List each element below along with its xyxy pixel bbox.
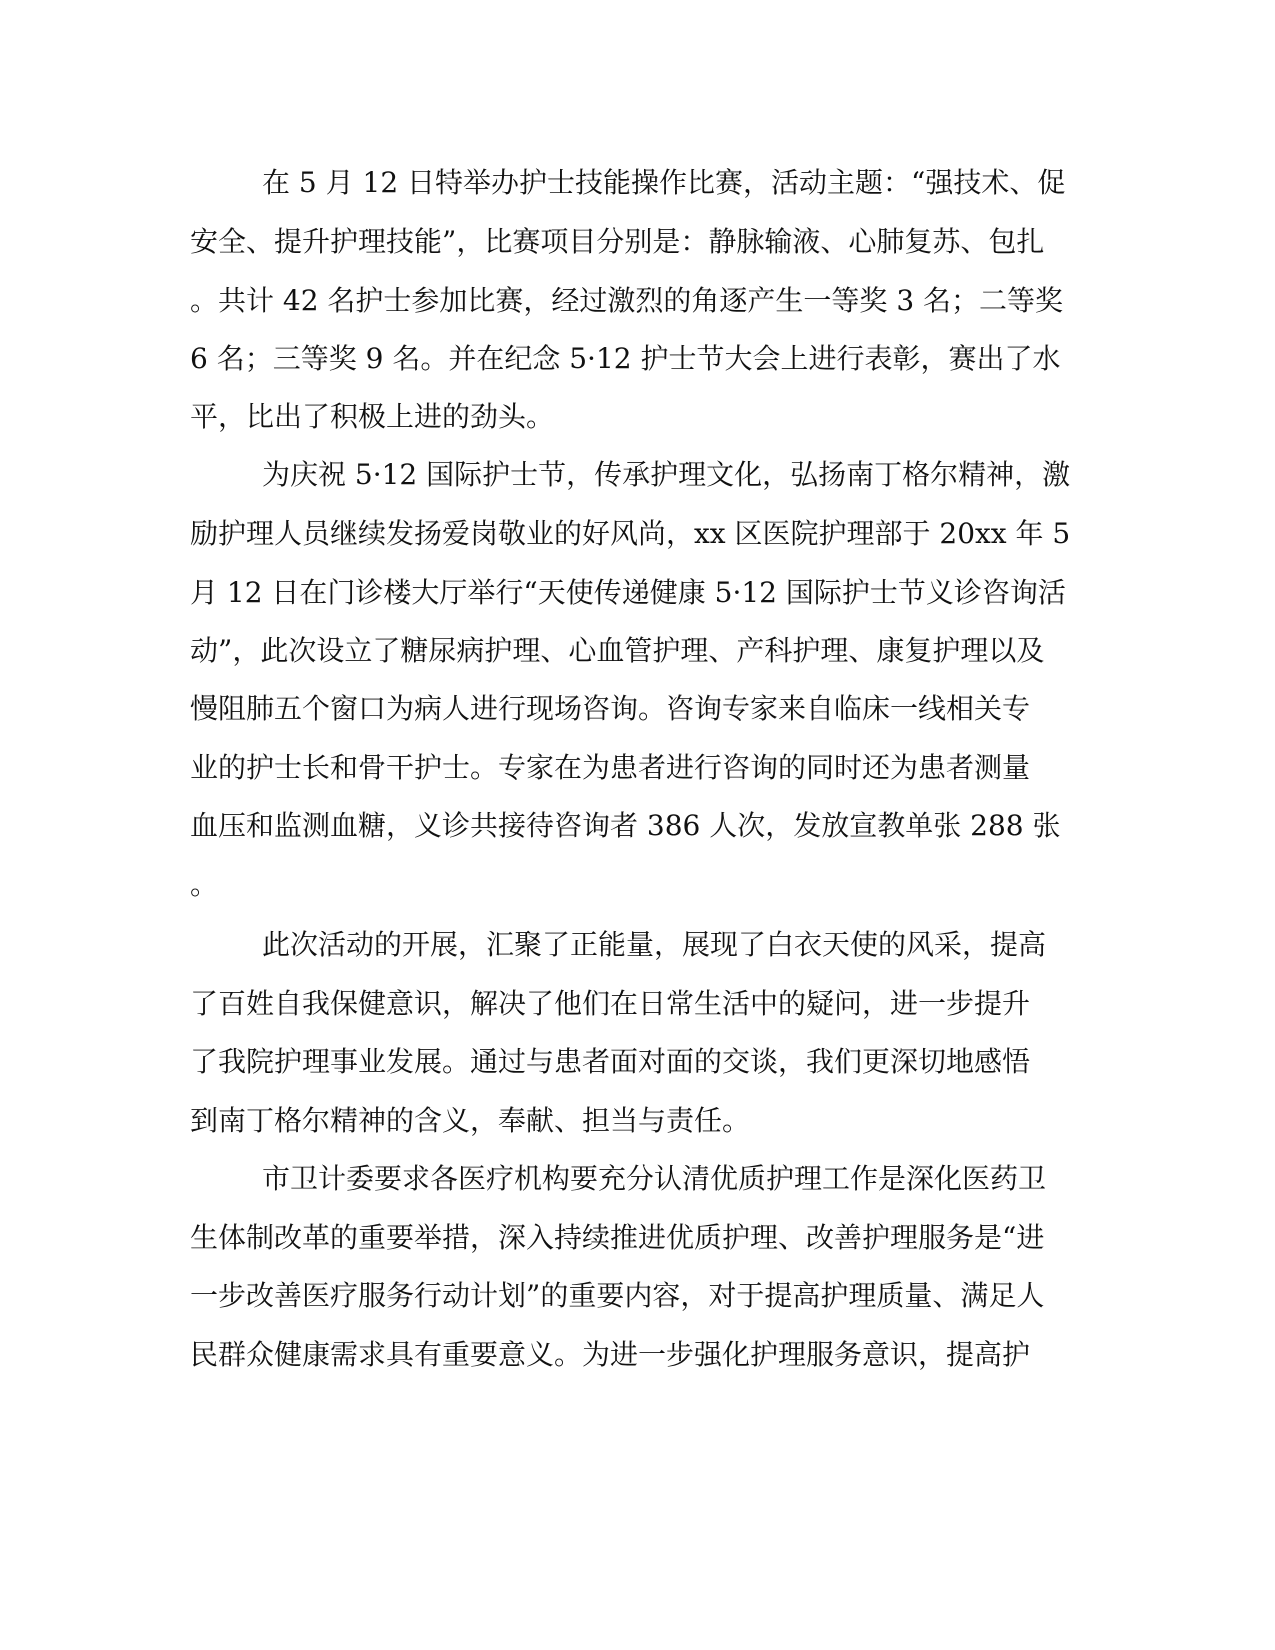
text-line: 此次活动的开展，汇聚了正能量，展现了白衣天使的风采，提高 — [262, 928, 1047, 961]
text-line: 月 12 日在门诊楼大厅举行“天使传递健康 5·12 国际护士节义诊咨询活 — [190, 576, 1066, 609]
text-line: 生体制改革的重要举措，深入持续推进优质护理、改善护理服务是“进 — [190, 1221, 1045, 1254]
text-line: 慢阻肺五个窗口为病人进行现场咨询。咨询专家来自临床一线相关专 — [190, 692, 1031, 725]
text-line: 6 名；三等奖 9 名。并在纪念 5·12 护士节大会上进行表彰，赛出了水 — [190, 342, 1061, 375]
text-line: 了百姓自我保健意识，解决了他们在日常生活中的疑问，进一步提升 — [190, 987, 1031, 1020]
text-line: 市卫计委要求各医疗机构要充分认清优质护理工作是深化医药卫 — [262, 1162, 1047, 1195]
text-line: 励护理人员继续发扬爱岗敬业的好风尚，xx 区医院护理部于 20xx 年 5 — [190, 517, 1071, 550]
text-line: 平，比出了积极上进的劲头。 — [190, 400, 555, 433]
text-line: 动”，此次设立了糖尿病护理、心血管护理、产科护理、康复护理以及 — [190, 634, 1045, 667]
text-line: 为庆祝 5·12 国际护士节，传承护理文化，弘扬南丁格尔精神，激 — [262, 458, 1071, 491]
text-line: 在 5 月 12 日特举办护士技能操作比赛，活动主题：“强技术、促 — [262, 166, 1066, 199]
text-line: 了我院护理事业发展。通过与患者面对面的交谈，我们更深切地感悟 — [190, 1045, 1031, 1078]
text-line: 民群众健康需求具有重要意义。为进一步强化护理服务意识，提高护 — [190, 1338, 1031, 1371]
text-line: 一步改善医疗服务行动计划”的重要内容，对于提高护理质量、满足人 — [190, 1279, 1045, 1312]
text-line: 到南丁格尔精神的含义，奉献、担当与责任。 — [190, 1104, 751, 1137]
text-line: 。 — [190, 868, 219, 901]
text-line: 业的护士长和骨干护士。专家在为患者进行咨询的同时还为患者测量 — [190, 751, 1031, 784]
text-line: 。共计 42 名护士参加比赛，经过激烈的角逐产生一等奖 3 名；二等奖 — [190, 284, 1064, 317]
text-line: 血压和监测血糖，义诊共接待咨询者 386 人次，发放宣教单张 288 张 — [190, 809, 1061, 842]
text-line: 安全、提升护理技能”，比赛项目分别是：静脉输液、心肺复苏、包扎 — [190, 225, 1045, 258]
